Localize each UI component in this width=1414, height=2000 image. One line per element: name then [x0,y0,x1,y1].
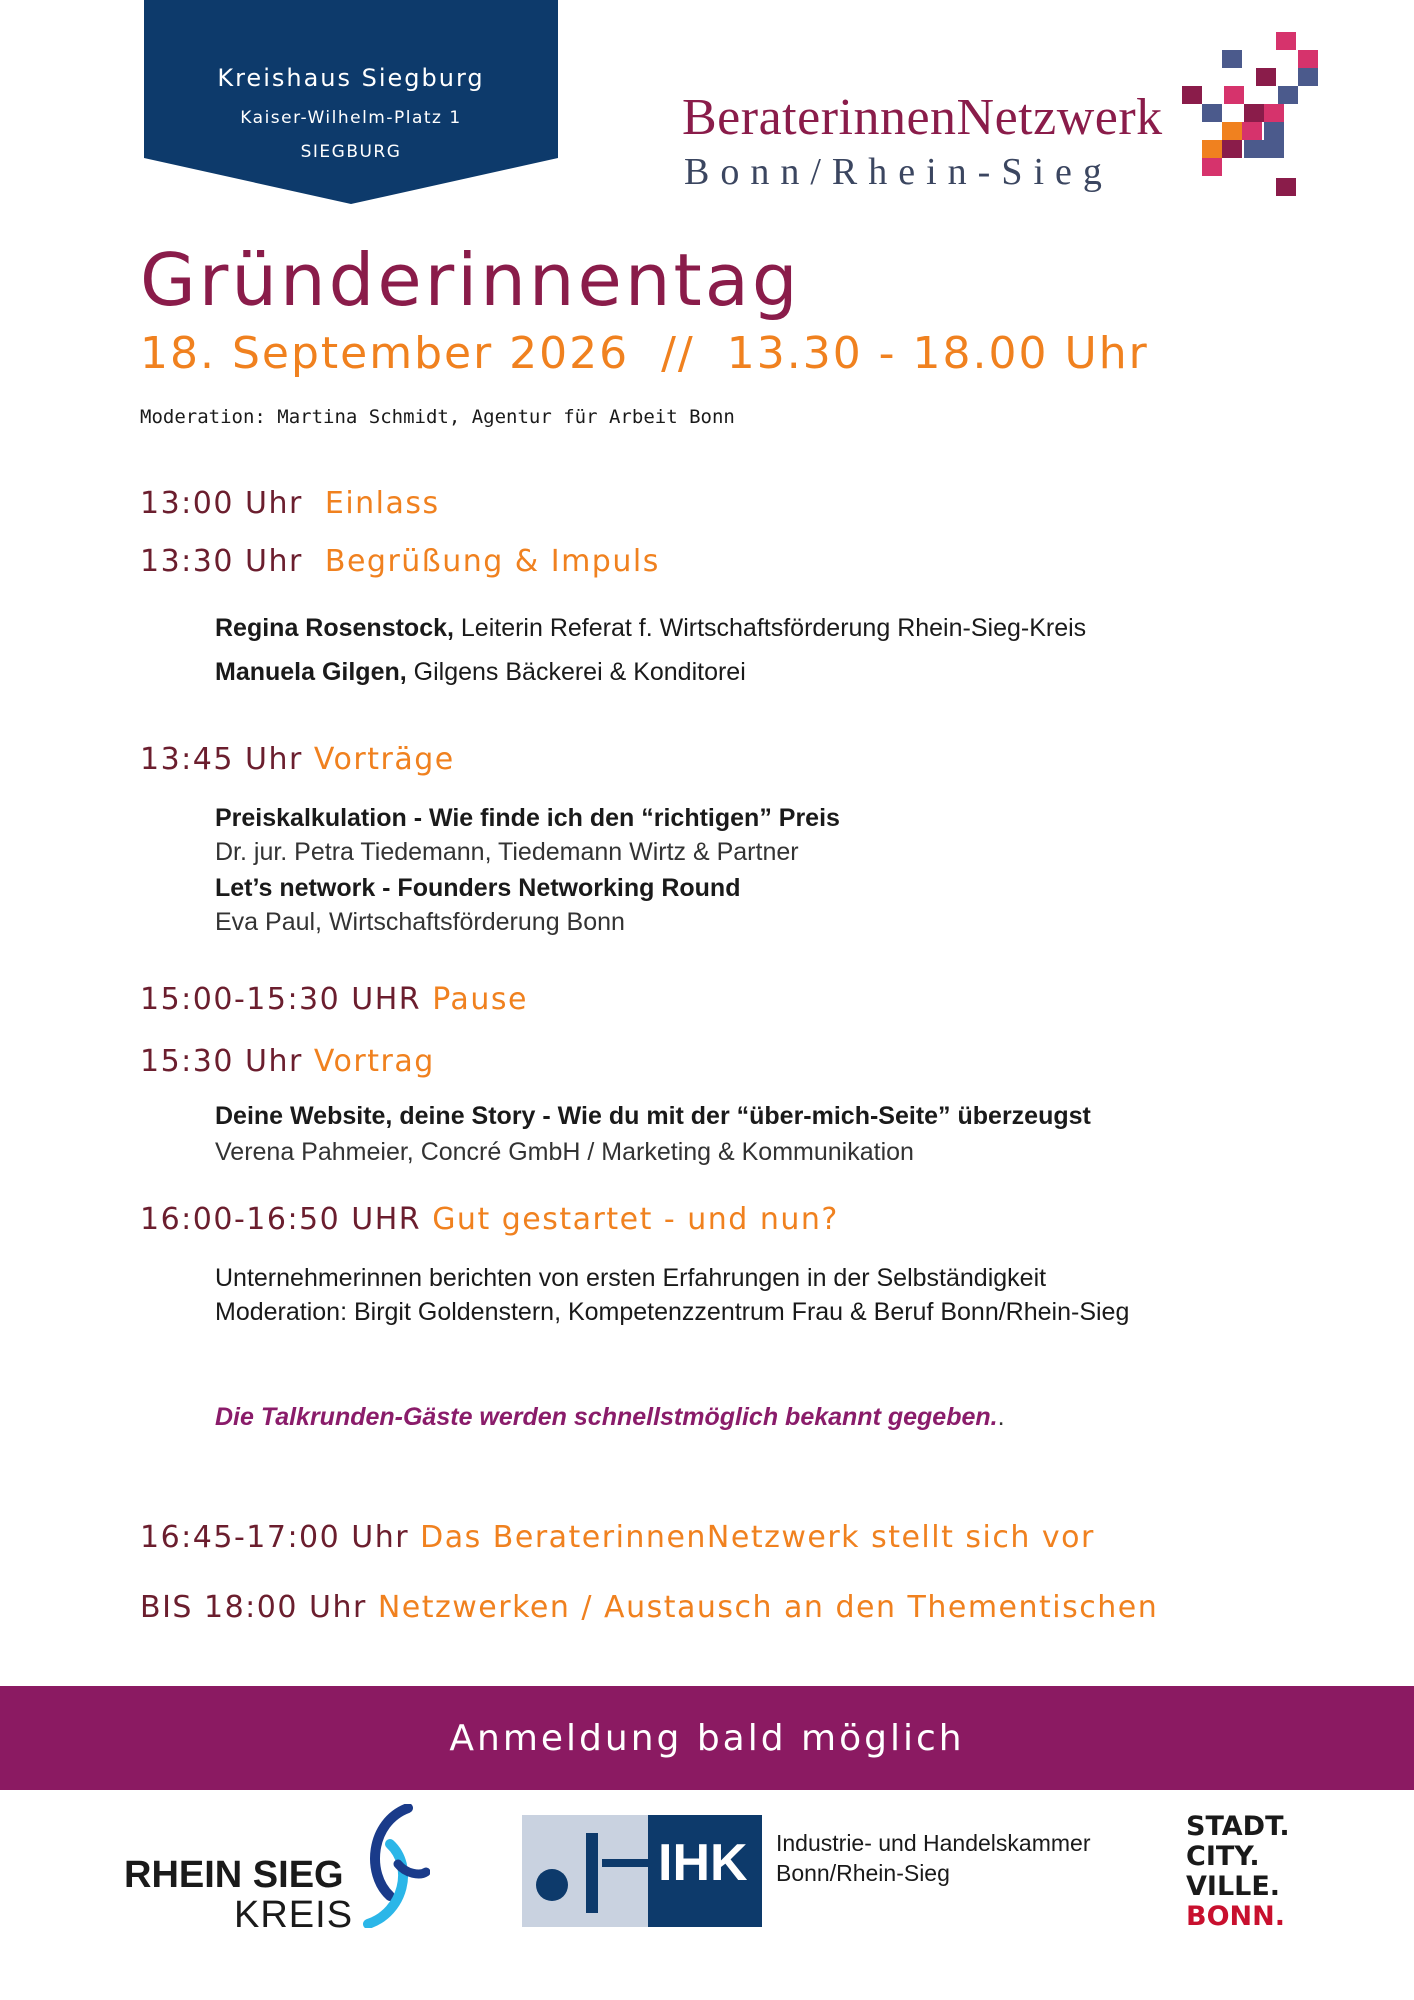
event-title: Gründerinnentag [140,238,801,322]
speaker-name: Regina Rosenstock, [215,614,454,642]
network-logo-name: BeraterinnenNetzwerk [682,89,1163,146]
speaker-name: Manuela Gilgen, [215,658,407,686]
talk-title [215,1102,1091,1131]
speaker-role: Leiterin Referat f. Wirtschaftsförderung Rhein-Sieg-Kreis [453,614,1087,642]
registration-text: Anmeldung bald möglich [449,1718,965,1759]
rsk-arc-icon [360,1804,430,1928]
bonn-line: CITY. [1186,1841,1260,1872]
talk-title-text: Preiskalkulation - Wie finde ich den “richtigen” Preis [215,804,840,832]
venue-banner-shape [144,0,558,204]
ihk-abbr: IHK [658,1834,748,1892]
panel-description: Unternehmerinnen berichten von ersten Erfahrungen in der Selbständigkeit [215,1264,1047,1292]
bonn-line: STADT. [1186,1811,1290,1842]
greeting-speaker [215,658,746,687]
agenda-slot [140,742,455,777]
talk-title [215,874,740,903]
rhein-sieg-kreis-logo [124,1800,424,1936]
greeting-speaker [215,614,1086,643]
venue-city: SIEGBURG [300,142,402,162]
slot-name: Begrüßung & Impuls [324,544,660,579]
stadt-bonn-logo [1186,1812,1290,1932]
slot-time: 15:30 Uhr [140,1044,303,1079]
registration-banner [0,1686,1414,1790]
agenda-slot [140,1044,435,1079]
slot-name: Einlass [324,486,440,521]
rsk-kreis: KREIS [234,1894,354,1936]
slot-time: 13:45 Uhr [140,742,303,777]
ihk-name-line2: Bonn/Rhein-Sieg [776,1860,950,1886]
agenda-slot [140,486,440,521]
talk-title-text: Deine Website, deine Story - Wie du mit der “über-mich-Seite” überzeugst [215,1102,1091,1130]
talk-title [215,804,840,833]
venue-banner [144,0,558,204]
slot-name: Vorträge [313,742,455,777]
slot-time: 16:00-16:50 UHR [140,1202,422,1237]
talk-speaker: Verena Pahmeier, Concré GmbH / Marketing & Kommunikation [215,1138,914,1166]
slot-time: 16:45-17:00 Uhr [140,1520,410,1555]
ihk-name [776,1828,1090,1888]
slot-time: BIS 18:00 Uhr [140,1590,367,1625]
network-logo-region: Bonn/Rhein-Sieg [684,151,1113,193]
bonn-line: BONN. [1186,1901,1285,1932]
guest-note-trail: . [997,1403,1005,1431]
slot-name: Das BeraterinnenNetzwerk stellt sich vor [420,1520,1095,1555]
slot-time: 13:30 Uhr [140,544,303,579]
venue-name: Kreishaus Siegburg [217,64,485,92]
event-dateline: 18. September 2026 // 13.30 - 18.00 Uhr [140,328,1149,379]
event-moderation: Moderation: Martina Schmidt, Agentur für Arbeit Bonn [140,406,735,428]
talk-title-text: Let’s network - Founders Networking Round [215,874,741,902]
rsk-name: RHEIN SIEG [124,1854,344,1896]
slot-time: 15:00-15:30 UHR [140,982,422,1017]
slot-name: Pause [432,982,528,1017]
slot-name: Vortrag [313,1044,435,1079]
slot-name: Gut gestartet - und nun? [432,1202,839,1237]
bonn-line: VILLE. [1186,1871,1281,1902]
venue-street: Kaiser-Wilhelm-Platz 1 [240,108,462,128]
slot-time: 13:00 Uhr [140,486,303,521]
agenda-slot [140,1520,1095,1555]
agenda-slot [140,1202,839,1237]
ihk-logo [522,1815,762,1927]
slot-name: Netzwerken / Austausch an den Thementischen [377,1590,1159,1625]
guest-note [215,1403,1005,1432]
panel-moderation: Moderation: Birgit Goldenstern, Kompetenzzentrum Frau & Beruf Bonn/Rhein-Sieg [215,1298,1130,1326]
guest-note-text: Die Talkrunden-Gäste werden schnellstmöglich bekannt gegeben. [215,1403,998,1431]
ihk-name-line1: Industrie- und Handelskammer [776,1830,1091,1856]
agenda-slot [140,1590,1158,1625]
talk-speaker: Dr. jur. Petra Tiedemann, Tiedemann Wirtz & Partner [215,838,799,866]
speaker-role: Gilgens Bäckerei & Konditorei [406,658,746,686]
talk-speaker: Eva Paul, Wirtschaftsförderung Bonn [215,908,625,936]
agenda-slot [140,544,660,579]
agenda-slot [140,982,528,1017]
